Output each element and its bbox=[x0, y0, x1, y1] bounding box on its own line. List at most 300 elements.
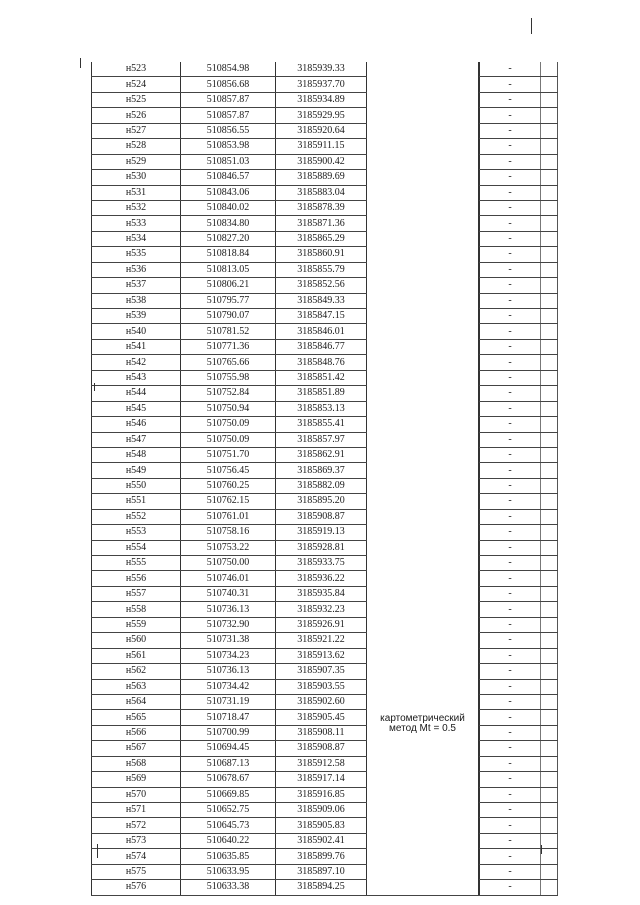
dash-cell: - bbox=[480, 278, 541, 293]
y-coordinate-cell: 3185902.41 bbox=[276, 833, 367, 848]
point-id-cell: н573 bbox=[92, 833, 181, 848]
x-coordinate-cell: 510633.38 bbox=[181, 880, 276, 895]
table-row bbox=[92, 355, 558, 370]
table-row bbox=[92, 694, 558, 709]
y-coordinate-cell: 3185848.76 bbox=[276, 355, 367, 370]
narrow-cell bbox=[541, 864, 558, 879]
narrow-cell bbox=[541, 571, 558, 586]
y-coordinate-cell: 3185849.33 bbox=[276, 293, 367, 308]
x-coordinate-cell: 510678.67 bbox=[181, 772, 276, 787]
table-row bbox=[92, 556, 558, 571]
table-row bbox=[92, 725, 558, 740]
narrow-cell bbox=[541, 679, 558, 694]
point-id-cell: н570 bbox=[92, 787, 181, 802]
narrow-cell bbox=[541, 154, 558, 169]
point-id-cell: н535 bbox=[92, 247, 181, 262]
x-coordinate-cell: 510790.07 bbox=[181, 309, 276, 324]
x-coordinate-cell: 510740.31 bbox=[181, 586, 276, 601]
x-coordinate-cell: 510856.68 bbox=[181, 77, 276, 92]
table-row bbox=[92, 262, 558, 277]
dash-cell: - bbox=[480, 617, 541, 632]
point-id-cell: н526 bbox=[92, 108, 181, 123]
x-coordinate-cell: 510857.87 bbox=[181, 92, 276, 107]
table-row bbox=[92, 139, 558, 154]
narrow-cell bbox=[541, 556, 558, 571]
x-coordinate-cell: 510645.73 bbox=[181, 818, 276, 833]
narrow-cell bbox=[541, 463, 558, 478]
narrow-cell bbox=[541, 293, 558, 308]
point-id-cell: н539 bbox=[92, 309, 181, 324]
x-coordinate-cell: 510750.94 bbox=[181, 401, 276, 416]
x-coordinate-cell: 510834.80 bbox=[181, 216, 276, 231]
point-id-cell: н543 bbox=[92, 370, 181, 385]
point-id-cell: н544 bbox=[92, 386, 181, 401]
point-id-cell: н574 bbox=[92, 849, 181, 864]
x-coordinate-cell: 510756.45 bbox=[181, 463, 276, 478]
table-row bbox=[92, 741, 558, 756]
dash-cell: - bbox=[480, 231, 541, 246]
coordinates-table bbox=[91, 62, 558, 896]
dash-cell: - bbox=[480, 324, 541, 339]
narrow-cell bbox=[541, 494, 558, 509]
narrow-cell bbox=[541, 77, 558, 92]
y-coordinate-cell: 3185937.70 bbox=[276, 77, 367, 92]
point-id-cell: н553 bbox=[92, 525, 181, 540]
dash-cell: - bbox=[480, 803, 541, 818]
dash-cell: - bbox=[480, 772, 541, 787]
table-row bbox=[92, 633, 558, 648]
point-id-cell: н571 bbox=[92, 803, 181, 818]
narrow-cell bbox=[541, 710, 558, 725]
scan-mark bbox=[541, 845, 542, 854]
x-coordinate-cell: 510734.42 bbox=[181, 679, 276, 694]
x-coordinate-cell: 510635.85 bbox=[181, 849, 276, 864]
point-id-cell: н538 bbox=[92, 293, 181, 308]
y-coordinate-cell: 3185903.55 bbox=[276, 679, 367, 694]
narrow-cell bbox=[541, 62, 558, 77]
table-row bbox=[92, 401, 558, 416]
narrow-cell bbox=[541, 92, 558, 107]
y-coordinate-cell: 3185917.14 bbox=[276, 772, 367, 787]
dash-cell: - bbox=[480, 494, 541, 509]
point-id-cell: н565 bbox=[92, 710, 181, 725]
table-row bbox=[92, 247, 558, 262]
y-coordinate-cell: 3185882.09 bbox=[276, 478, 367, 493]
y-coordinate-cell: 3185899.76 bbox=[276, 849, 367, 864]
dash-cell: - bbox=[480, 664, 541, 679]
point-id-cell: н541 bbox=[92, 339, 181, 354]
x-coordinate-cell: 510718.47 bbox=[181, 710, 276, 725]
dash-cell: - bbox=[480, 818, 541, 833]
table-row bbox=[92, 478, 558, 493]
x-coordinate-cell: 510762.15 bbox=[181, 494, 276, 509]
point-id-cell: н530 bbox=[92, 170, 181, 185]
dash-cell: - bbox=[480, 370, 541, 385]
x-coordinate-cell: 510851.03 bbox=[181, 154, 276, 169]
y-coordinate-cell: 3185865.29 bbox=[276, 231, 367, 246]
table-row bbox=[92, 108, 558, 123]
x-coordinate-cell: 510652.75 bbox=[181, 803, 276, 818]
y-coordinate-cell: 3185902.60 bbox=[276, 694, 367, 709]
table-row bbox=[92, 880, 558, 895]
method-line: картометрический bbox=[380, 713, 465, 724]
point-id-cell: н546 bbox=[92, 417, 181, 432]
y-coordinate-cell: 3185897.10 bbox=[276, 864, 367, 879]
y-coordinate-cell: 3185933.75 bbox=[276, 556, 367, 571]
y-coordinate-cell: 3185911.15 bbox=[276, 139, 367, 154]
y-coordinate-cell: 3185913.62 bbox=[276, 648, 367, 663]
y-coordinate-cell: 3185846.01 bbox=[276, 324, 367, 339]
y-coordinate-cell: 3185860.91 bbox=[276, 247, 367, 262]
y-coordinate-cell: 3185900.42 bbox=[276, 154, 367, 169]
y-coordinate-cell: 3185920.64 bbox=[276, 123, 367, 138]
y-coordinate-cell: 3185935.84 bbox=[276, 586, 367, 601]
dash-cell: - bbox=[480, 262, 541, 277]
table-row bbox=[92, 602, 558, 617]
x-coordinate-cell: 510731.38 bbox=[181, 633, 276, 648]
table-row bbox=[92, 370, 558, 385]
x-coordinate-cell: 510806.21 bbox=[181, 278, 276, 293]
dash-cell: - bbox=[480, 880, 541, 895]
x-coordinate-cell: 510700.99 bbox=[181, 725, 276, 740]
table-row bbox=[92, 278, 558, 293]
y-coordinate-cell: 3185936.22 bbox=[276, 571, 367, 586]
x-coordinate-cell: 510687.13 bbox=[181, 756, 276, 771]
dash-cell: - bbox=[480, 123, 541, 138]
dash-cell: - bbox=[480, 62, 541, 77]
coordinates-table-body bbox=[92, 62, 558, 895]
dash-cell: - bbox=[480, 602, 541, 617]
scan-mark bbox=[97, 844, 98, 858]
point-id-cell: н557 bbox=[92, 586, 181, 601]
table-row bbox=[92, 231, 558, 246]
narrow-cell bbox=[541, 478, 558, 493]
table-row bbox=[92, 185, 558, 200]
y-coordinate-cell: 3185934.89 bbox=[276, 92, 367, 107]
table-row bbox=[92, 123, 558, 138]
dash-cell: - bbox=[480, 556, 541, 571]
x-coordinate-cell: 510753.22 bbox=[181, 540, 276, 555]
dash-cell: - bbox=[480, 432, 541, 447]
y-coordinate-cell: 3185894.25 bbox=[276, 880, 367, 895]
y-coordinate-cell: 3185919.13 bbox=[276, 525, 367, 540]
narrow-cell bbox=[541, 108, 558, 123]
y-coordinate-cell: 3185905.83 bbox=[276, 818, 367, 833]
dash-cell: - bbox=[480, 478, 541, 493]
table-row bbox=[92, 664, 558, 679]
scan-mark bbox=[94, 383, 95, 391]
y-coordinate-cell: 3185883.04 bbox=[276, 185, 367, 200]
dash-cell: - bbox=[480, 200, 541, 215]
narrow-cell bbox=[541, 540, 558, 555]
table-row bbox=[92, 803, 558, 818]
narrow-cell bbox=[541, 216, 558, 231]
method-text bbox=[380, 714, 465, 734]
narrow-cell bbox=[541, 633, 558, 648]
y-coordinate-cell: 3185908.87 bbox=[276, 509, 367, 524]
table-row bbox=[92, 216, 558, 231]
point-id-cell: н575 bbox=[92, 864, 181, 879]
x-coordinate-cell: 510746.01 bbox=[181, 571, 276, 586]
table-row bbox=[92, 200, 558, 215]
narrow-cell bbox=[541, 586, 558, 601]
point-id-cell: н548 bbox=[92, 447, 181, 462]
y-coordinate-cell: 3185855.41 bbox=[276, 417, 367, 432]
point-id-cell: н555 bbox=[92, 556, 181, 571]
y-coordinate-cell: 3185909.06 bbox=[276, 803, 367, 818]
x-coordinate-cell: 510755.98 bbox=[181, 370, 276, 385]
dash-cell: - bbox=[480, 633, 541, 648]
narrow-cell bbox=[541, 370, 558, 385]
y-coordinate-cell: 3185878.39 bbox=[276, 200, 367, 215]
dash-cell: - bbox=[480, 694, 541, 709]
table-row bbox=[92, 432, 558, 447]
scan-mark bbox=[531, 18, 532, 34]
table-row bbox=[92, 386, 558, 401]
x-coordinate-cell: 510818.84 bbox=[181, 247, 276, 262]
table-row bbox=[92, 772, 558, 787]
narrow-cell bbox=[541, 803, 558, 818]
narrow-cell bbox=[541, 509, 558, 524]
dash-cell: - bbox=[480, 339, 541, 354]
point-id-cell: н561 bbox=[92, 648, 181, 663]
point-id-cell: н523 bbox=[92, 62, 181, 77]
narrow-cell bbox=[541, 432, 558, 447]
point-id-cell: н554 bbox=[92, 540, 181, 555]
dash-cell: - bbox=[480, 679, 541, 694]
table-row bbox=[92, 679, 558, 694]
narrow-cell bbox=[541, 602, 558, 617]
table-row bbox=[92, 339, 558, 354]
y-coordinate-cell: 3185862.91 bbox=[276, 447, 367, 462]
point-id-cell: н536 bbox=[92, 262, 181, 277]
x-coordinate-cell: 510843.06 bbox=[181, 185, 276, 200]
table-row bbox=[92, 92, 558, 107]
narrow-cell bbox=[541, 200, 558, 215]
y-coordinate-cell: 3185912.58 bbox=[276, 756, 367, 771]
point-id-cell: н572 bbox=[92, 818, 181, 833]
point-id-cell: н533 bbox=[92, 216, 181, 231]
x-coordinate-cell: 510734.23 bbox=[181, 648, 276, 663]
point-id-cell: н549 bbox=[92, 463, 181, 478]
dash-cell: - bbox=[480, 247, 541, 262]
narrow-cell bbox=[541, 401, 558, 416]
narrow-cell bbox=[541, 833, 558, 848]
narrow-cell bbox=[541, 648, 558, 663]
x-coordinate-cell: 510736.13 bbox=[181, 664, 276, 679]
point-id-cell: н551 bbox=[92, 494, 181, 509]
point-id-cell: н545 bbox=[92, 401, 181, 416]
point-id-cell: н525 bbox=[92, 92, 181, 107]
table-row bbox=[92, 170, 558, 185]
point-id-cell: н527 bbox=[92, 123, 181, 138]
table-row bbox=[92, 309, 558, 324]
narrow-cell bbox=[541, 818, 558, 833]
narrow-cell bbox=[541, 447, 558, 462]
dash-cell: - bbox=[480, 108, 541, 123]
point-id-cell: н568 bbox=[92, 756, 181, 771]
x-coordinate-cell: 510731.19 bbox=[181, 694, 276, 709]
y-coordinate-cell: 3185939.33 bbox=[276, 62, 367, 77]
table-row bbox=[92, 571, 558, 586]
dash-cell: - bbox=[480, 401, 541, 416]
y-coordinate-cell: 3185889.69 bbox=[276, 170, 367, 185]
x-coordinate-cell: 510854.98 bbox=[181, 62, 276, 77]
x-coordinate-cell: 510856.55 bbox=[181, 123, 276, 138]
point-id-cell: н552 bbox=[92, 509, 181, 524]
point-id-cell: н537 bbox=[92, 278, 181, 293]
x-coordinate-cell: 510840.02 bbox=[181, 200, 276, 215]
dash-cell: - bbox=[480, 741, 541, 756]
dash-cell: - bbox=[480, 216, 541, 231]
dash-cell: - bbox=[480, 92, 541, 107]
narrow-cell bbox=[541, 417, 558, 432]
point-id-cell: н558 bbox=[92, 602, 181, 617]
narrow-cell bbox=[541, 725, 558, 740]
narrow-cell bbox=[541, 309, 558, 324]
y-coordinate-cell: 3185907.35 bbox=[276, 664, 367, 679]
table-row bbox=[92, 540, 558, 555]
x-coordinate-cell: 510760.25 bbox=[181, 478, 276, 493]
x-coordinate-cell: 510761.01 bbox=[181, 509, 276, 524]
y-coordinate-cell: 3185908.11 bbox=[276, 725, 367, 740]
narrow-cell bbox=[541, 787, 558, 802]
narrow-cell bbox=[541, 139, 558, 154]
dash-cell: - bbox=[480, 154, 541, 169]
narrow-cell bbox=[541, 694, 558, 709]
point-id-cell: н569 bbox=[92, 772, 181, 787]
dash-cell: - bbox=[480, 571, 541, 586]
table-row bbox=[92, 447, 558, 462]
point-id-cell: н547 bbox=[92, 432, 181, 447]
dash-cell: - bbox=[480, 648, 541, 663]
x-coordinate-cell: 510781.52 bbox=[181, 324, 276, 339]
table-row bbox=[92, 494, 558, 509]
x-coordinate-cell: 510853.98 bbox=[181, 139, 276, 154]
y-coordinate-cell: 3185926.91 bbox=[276, 617, 367, 632]
y-coordinate-cell: 3185855.79 bbox=[276, 262, 367, 277]
x-coordinate-cell: 510813.05 bbox=[181, 262, 276, 277]
table-row bbox=[92, 62, 558, 77]
point-id-cell: н550 bbox=[92, 478, 181, 493]
point-id-cell: н524 bbox=[92, 77, 181, 92]
narrow-cell bbox=[541, 324, 558, 339]
x-coordinate-cell: 510758.16 bbox=[181, 525, 276, 540]
narrow-cell bbox=[541, 185, 558, 200]
y-coordinate-cell: 3185846.77 bbox=[276, 339, 367, 354]
dash-cell: - bbox=[480, 756, 541, 771]
dash-cell: - bbox=[480, 787, 541, 802]
narrow-cell bbox=[541, 355, 558, 370]
y-coordinate-cell: 3185852.56 bbox=[276, 278, 367, 293]
y-coordinate-cell: 3185851.42 bbox=[276, 370, 367, 385]
dash-cell: - bbox=[480, 833, 541, 848]
x-coordinate-cell: 510751.70 bbox=[181, 447, 276, 462]
dash-cell: - bbox=[480, 170, 541, 185]
table-row bbox=[92, 293, 558, 308]
dash-cell: - bbox=[480, 509, 541, 524]
x-coordinate-cell: 510846.57 bbox=[181, 170, 276, 185]
y-coordinate-cell: 3185857.97 bbox=[276, 432, 367, 447]
point-id-cell: н559 bbox=[92, 617, 181, 632]
point-id-cell: н540 bbox=[92, 324, 181, 339]
table-row bbox=[92, 586, 558, 601]
dash-cell: - bbox=[480, 710, 541, 725]
y-coordinate-cell: 3185928.81 bbox=[276, 540, 367, 555]
table-row bbox=[92, 849, 558, 864]
dash-cell: - bbox=[480, 139, 541, 154]
y-coordinate-cell: 3185895.20 bbox=[276, 494, 367, 509]
x-coordinate-cell: 510694.45 bbox=[181, 741, 276, 756]
point-id-cell: н532 bbox=[92, 200, 181, 215]
table-row bbox=[92, 833, 558, 848]
point-id-cell: н576 bbox=[92, 880, 181, 895]
narrow-cell bbox=[541, 247, 558, 262]
x-coordinate-cell: 510640.22 bbox=[181, 833, 276, 848]
table-row bbox=[92, 864, 558, 879]
narrow-cell bbox=[541, 880, 558, 895]
table-row bbox=[92, 617, 558, 632]
narrow-cell bbox=[541, 617, 558, 632]
dash-cell: - bbox=[480, 386, 541, 401]
x-coordinate-cell: 510750.09 bbox=[181, 417, 276, 432]
table-row bbox=[92, 525, 558, 540]
table-row bbox=[92, 787, 558, 802]
narrow-cell bbox=[541, 386, 558, 401]
scan-mark bbox=[80, 58, 81, 68]
x-coordinate-cell: 510765.66 bbox=[181, 355, 276, 370]
point-id-cell: н534 bbox=[92, 231, 181, 246]
x-coordinate-cell: 510771.36 bbox=[181, 339, 276, 354]
point-id-cell: н560 bbox=[92, 633, 181, 648]
y-coordinate-cell: 3185908.87 bbox=[276, 741, 367, 756]
y-coordinate-cell: 3185932.23 bbox=[276, 602, 367, 617]
dash-cell: - bbox=[480, 417, 541, 432]
x-coordinate-cell: 510750.00 bbox=[181, 556, 276, 571]
dash-cell: - bbox=[480, 540, 541, 555]
dash-cell: - bbox=[480, 725, 541, 740]
y-coordinate-cell: 3185921.22 bbox=[276, 633, 367, 648]
point-id-cell: н529 bbox=[92, 154, 181, 169]
table-row bbox=[92, 324, 558, 339]
dash-cell: - bbox=[480, 586, 541, 601]
point-id-cell: н564 bbox=[92, 694, 181, 709]
point-id-cell: н562 bbox=[92, 664, 181, 679]
narrow-cell bbox=[541, 525, 558, 540]
narrow-cell bbox=[541, 756, 558, 771]
table-row bbox=[92, 818, 558, 833]
table-row bbox=[92, 154, 558, 169]
dash-cell: - bbox=[480, 355, 541, 370]
point-id-cell: н542 bbox=[92, 355, 181, 370]
narrow-cell bbox=[541, 262, 558, 277]
narrow-cell bbox=[541, 278, 558, 293]
table-row bbox=[92, 756, 558, 771]
y-coordinate-cell: 3185929.95 bbox=[276, 108, 367, 123]
method-line: метод Mt = 0.5 bbox=[389, 723, 456, 734]
x-coordinate-cell: 510857.87 bbox=[181, 108, 276, 123]
dash-cell: - bbox=[480, 864, 541, 879]
y-coordinate-cell: 3185853.13 bbox=[276, 401, 367, 416]
point-id-cell: н531 bbox=[92, 185, 181, 200]
narrow-cell bbox=[541, 170, 558, 185]
table-row bbox=[92, 77, 558, 92]
point-id-cell: н556 bbox=[92, 571, 181, 586]
table-row bbox=[92, 417, 558, 432]
narrow-cell bbox=[541, 231, 558, 246]
dash-cell: - bbox=[480, 185, 541, 200]
dash-cell: - bbox=[480, 447, 541, 462]
